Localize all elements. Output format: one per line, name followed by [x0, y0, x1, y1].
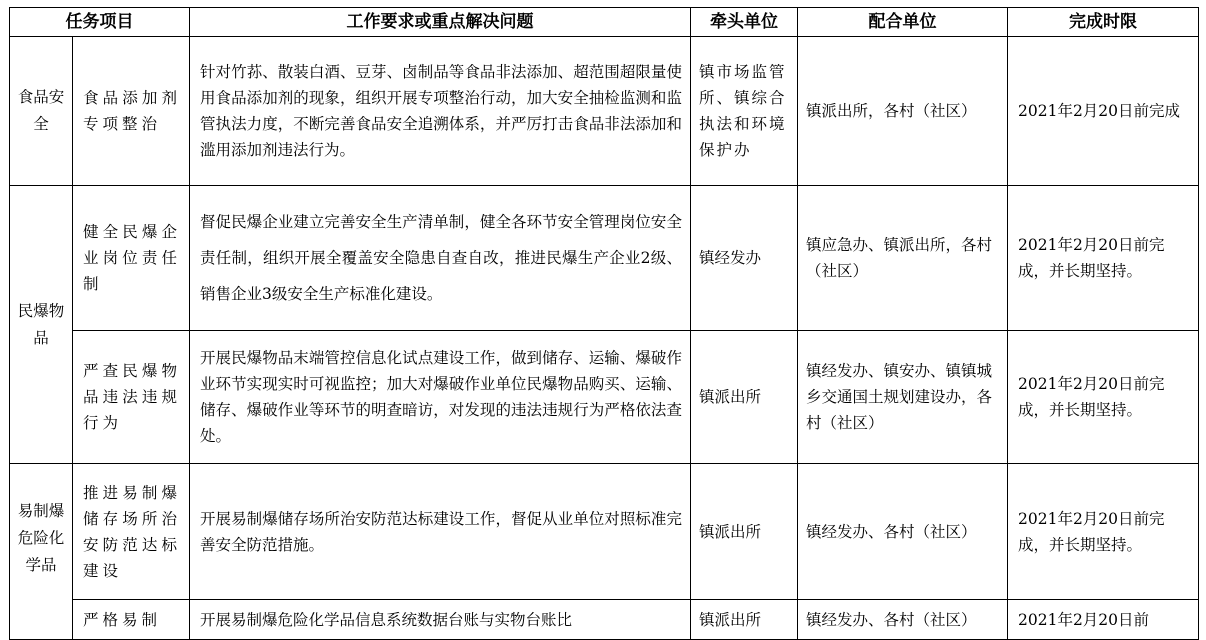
header-row	[10, 8, 1199, 37]
lead-unit-cell: 镇经发办	[691, 186, 798, 331]
table-row	[10, 331, 1199, 464]
coop-unit-cell: 镇经发办、各村（社区）	[798, 464, 1008, 600]
table-row	[10, 464, 1199, 600]
deadline-cell: 2021年2月20日前完成，并长期坚持。	[1008, 331, 1199, 464]
header-task: 任务项目	[10, 8, 190, 37]
task-table	[9, 7, 1199, 640]
header-coop: 配合单位	[798, 8, 1008, 37]
deadline-cell: 2021年2月20日前完成	[1008, 37, 1199, 186]
deadline-cell: 2021年2月20日前	[1008, 600, 1199, 640]
requirement-cell: 督促民爆企业建立完善安全生产清单制，健全各环节安全管理岗位安全责任制，组织开展全覆盖安全隐患自查自改，推进民爆生产企业2级、销售企业3级安全生产标准化建设。	[190, 186, 691, 331]
lead-unit-cell: 镇派出所	[691, 464, 798, 600]
requirement-cell: 针对竹荪、散装白酒、豆芽、卤制品等食品非法添加、超范围超限量使用食品添加剂的现象，组织开展专项整治行动，加大安全抽检监测和监管执法力度，不断完善食品安全追溯体系，并严厉打击食品非法添加和滥用添加剂违法行为。	[190, 37, 691, 186]
subtask-cell: 食品添加剂专项整治	[73, 37, 190, 186]
table-row	[10, 186, 1199, 331]
coop-unit-cell: 镇派出所，各村（社区）	[798, 37, 1008, 186]
category-cell: 食品安全	[10, 37, 73, 186]
deadline-cell: 2021年2月20日前完成，并长期坚持。	[1008, 186, 1199, 331]
lead-unit-cell: 镇派出所	[691, 331, 798, 464]
requirement-cell: 开展易制爆储存场所治安防范达标建设工作，督促从业单位对照标准完善安全防范措施。	[190, 464, 691, 600]
subtask-cell: 严格易制	[73, 600, 190, 640]
header-lead: 牵头单位	[691, 8, 798, 37]
table-row	[10, 600, 1199, 640]
subtask-cell: 严查民爆物品违法违规行为	[73, 331, 190, 464]
subtask-cell: 推进易制爆储存场所治安防范达标建设	[73, 464, 190, 600]
deadline-cell: 2021年2月20日前完成，并长期坚持。	[1008, 464, 1199, 600]
header-requirement: 工作要求或重点解决问题	[190, 8, 691, 37]
coop-unit-cell: 镇经发办、各村（社区）	[798, 600, 1008, 640]
table-row	[10, 37, 1199, 186]
lead-unit-cell: 镇市场监管所、镇综合执法和环境保护办	[691, 37, 798, 186]
coop-unit-cell: 镇经发办、镇安办、镇镇城乡交通国土规划建设办，各村（社区）	[798, 331, 1008, 464]
lead-unit-cell: 镇派出所	[691, 600, 798, 640]
requirement-cell: 开展民爆物品末端管控信息化试点建设工作，做到储存、运输、爆破作业环节实现实时可视监控；加大对爆破作业单位民爆物品购买、运输、储存、爆破作业等环节的明查暗访，对发现的违法违规行为严格依法查处。	[190, 331, 691, 464]
category-cell: 易制爆危险化学品	[10, 464, 73, 640]
category-cell: 民爆物品	[10, 186, 73, 464]
coop-unit-cell: 镇应急办、镇派出所，各村（社区）	[798, 186, 1008, 331]
header-deadline: 完成时限	[1008, 8, 1199, 37]
subtask-cell: 健全民爆企业岗位责任制	[73, 186, 190, 331]
requirement-cell: 开展易制爆危险化学品信息系统数据台账与实物台账比	[190, 600, 691, 640]
